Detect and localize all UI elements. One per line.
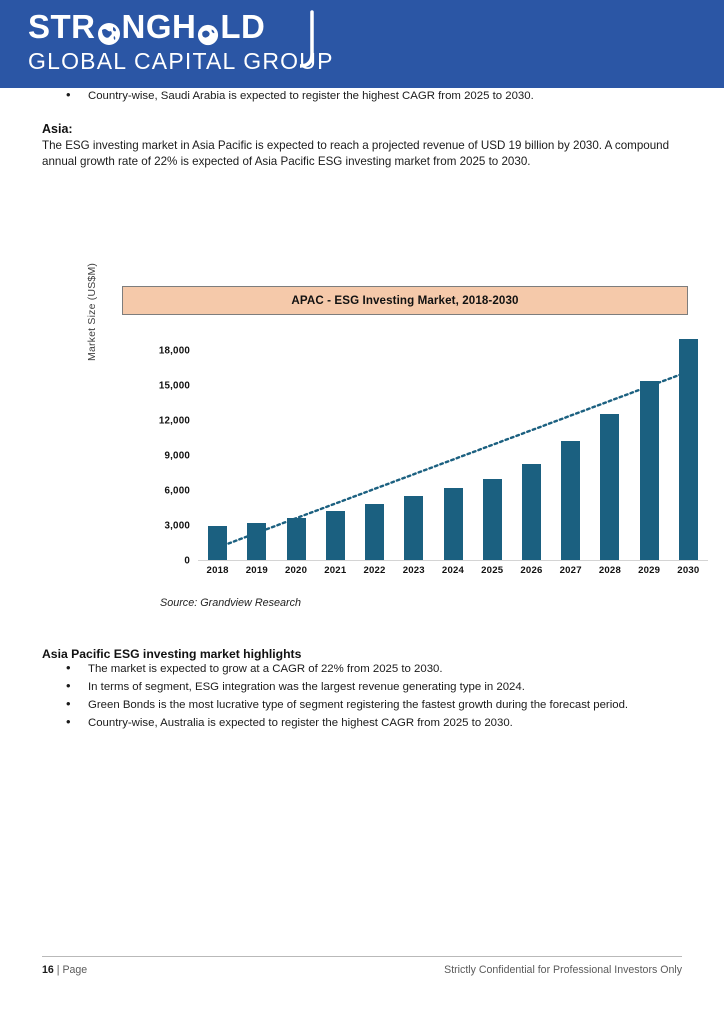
chart-bar [679,339,698,560]
x-axis-tick: 2024 [441,565,465,576]
y-axis-tick: 3,000 [164,520,190,532]
page-footer [42,956,682,976]
chart-bar [365,504,384,560]
chart-source-note: Source: Grandview Research [160,597,302,609]
x-axis-tick: 2026 [520,565,543,576]
chart-title: APAC - ESG Investing Market, 2018-2030 [122,286,688,315]
y-axis-tick: 12,000 [158,415,190,427]
document-header-banner [0,0,724,88]
x-axis-tick: 2019 [245,565,268,576]
footer-divider [42,956,682,957]
chart-bar [247,523,266,560]
logo-wordmark-secondary: GLOBAL CAPITAL GROUP [28,48,334,74]
company-logo [28,8,334,75]
footer-page-label: | Page [56,964,88,976]
list-item: • Country-wise, Saudi Arabia is expected to register the highest CAGR from 2025 to 2030. [42,88,682,104]
y-axis-tick: 15,000 [158,380,190,392]
globe-icon-second [197,16,219,40]
asia-paragraph: The ESG investing market in Asia Pacific is expected to reach a projected revenue of USD 19 billion by 2030. A compound annual growth rate of 22% is expected of Asia Pacific ESG investing market from 2025 to 2030. [42,139,670,168]
y-axis-tick: 0 [184,555,190,567]
x-axis-tick: 2030 [677,565,700,576]
page-body [0,88,724,733]
x-axis-tick: 2025 [481,565,504,576]
y-axis-tick-labels [118,333,190,567]
x-axis-tick: 2018 [206,565,229,576]
x-axis-tick: 2022 [363,565,386,576]
footer-page-number-value: 16 [42,964,54,976]
list-item: • The market is expected to grow at a CAGR of 22% from 2025 to 2030. [42,661,682,677]
apac-esg-chart [80,262,720,609]
logo-wordmark-primary [28,8,334,46]
footer-confidentiality-note: Strictly Confidential for Professional Investors Only [444,964,682,976]
y-axis-title: Market Size (US$M) [86,262,98,361]
globe-icon [97,16,121,40]
y-axis-tick: 18,000 [158,345,190,357]
highlights-bullet-list [42,661,682,731]
list-item: • Country-wise, Australia is expected to register the highest CAGR from 2025 to 2030. [42,715,682,731]
chart-bar [404,496,423,560]
highlights-heading: Asia Pacific ESG investing market highlights [42,647,302,661]
chart-bar [208,526,227,560]
chart-bar [287,518,306,560]
x-axis-tick: 2023 [402,565,425,576]
chart-bar [600,414,619,560]
list-item: • In terms of segment, ESG integration was the largest revenue generating type in 2024. [42,679,682,695]
logo-wordmark-part3: LD [220,8,266,45]
chart-bar [483,479,502,560]
x-axis-tick: 2029 [638,565,661,576]
logo-swoosh-decoration [300,10,360,76]
chart-bar [561,441,580,560]
list-item: • Green Bonds is the most lucrative type of segment registering the fastest growth during the forecast period. [42,697,682,713]
x-axis-tick: 2021 [324,565,347,576]
x-axis-tick: 2027 [559,565,582,576]
chart-bar [444,488,463,560]
chart-bars-container [198,333,708,561]
x-axis-tick: 2020 [284,565,308,576]
x-axis-tick: 2028 [598,565,621,576]
x-axis-tick-labels [198,565,708,581]
y-axis-tick: 6,000 [164,485,190,497]
footer-page-number [42,964,87,976]
logo-wordmark-part1: STR [28,8,96,45]
chart-baseline [198,560,708,561]
chart-bar [326,511,345,560]
logo-wordmark-part2: NGH [121,8,197,45]
chart-bar [522,464,541,560]
chart-bar [640,381,659,560]
top-bullet-list [42,88,682,104]
y-axis-tick: 9,000 [164,450,190,462]
section-heading-asia: Asia: [42,122,73,136]
